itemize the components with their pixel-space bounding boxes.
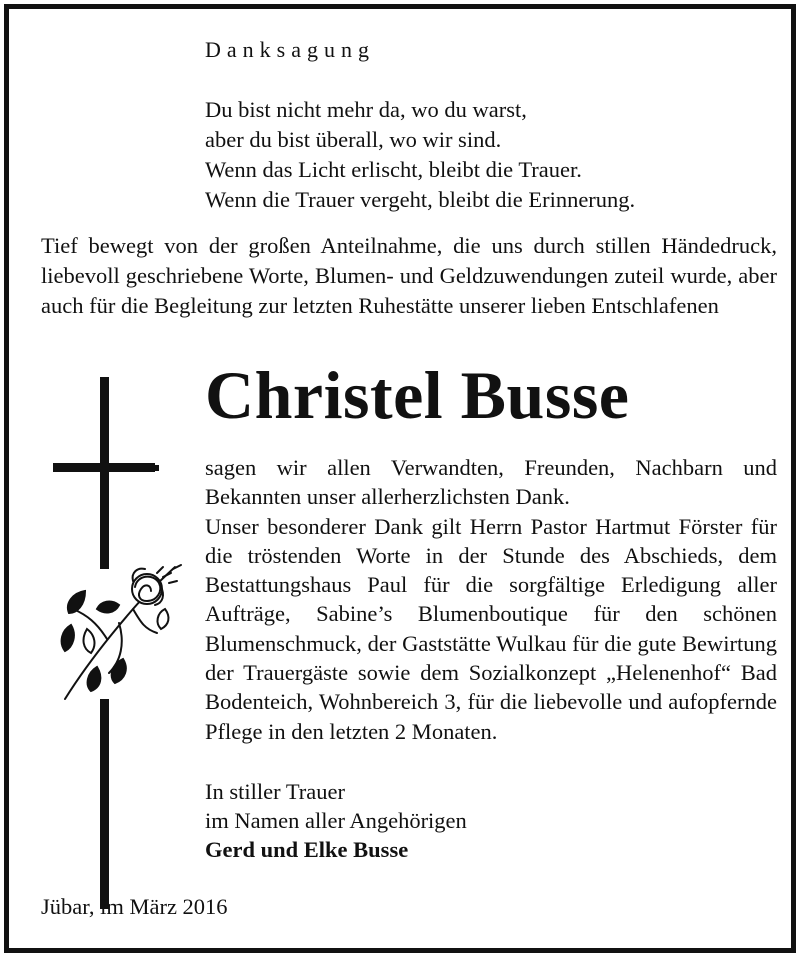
closing-line: In stiller Trauer (205, 779, 345, 804)
notice-heading: Danksagung (205, 37, 375, 62)
intro-paragraph: Tief bewegt von der großen Anteilnahme, die uns durch stillen Händedruck, liebevoll geschriebene Worte, Blumen- und Geldzuwendungen zuteil wurde, aber auch für die Begleitung zur letzten Ruhestätte unserer lieben Entschlafenen (41, 233, 777, 318)
place-date: Jübar, im März 2016 (41, 894, 228, 919)
obituary-notice (4, 4, 796, 953)
poem (205, 95, 635, 215)
thanks-text (205, 453, 777, 746)
poem-line: Wenn das Licht erlischt, bleibt die Trauer. (205, 157, 582, 182)
poem-line: Wenn die Trauer vergeht, bleibt die Erinnerung. (205, 187, 636, 212)
closing-block (205, 777, 467, 864)
poem-line: aber du bist überall, wo wir sind. (205, 127, 502, 152)
rose-icon (62, 565, 181, 699)
thanks-paragraph: Unser besonderer Dank gilt Herrn Pastor Hartmut Förster für die tröstenden Worte in der Stunde des Abschieds, dem Bestattungshaus Paul für die sorgfältige Erledigung aller Aufträge, Sabine’s Blumenboutique für den schönen Blumenschmuck, der Gaststätte Wulkau für die gute Bewirtung der Trauergäste sowie dem Sozialkonzept „Helenenhof“ Bad Bodenteich, Wohnbereich 3, für die liebevolle und aufopfernde Pflege in den letzten 2 Monaten. (205, 513, 777, 744)
deceased-name: Christel Busse (205, 357, 630, 433)
signers: Gerd und Elke Busse (205, 837, 409, 862)
closing-line: im Namen aller Angehörigen (205, 808, 467, 833)
cross-with-rose (45, 377, 195, 917)
poem-line: Du bist nicht mehr da, wo du warst, (205, 97, 527, 122)
thanks-paragraph: sagen wir allen Verwandten, Freunden, Nachbarn und Bekannten unser allerherzlichsten Dank. (205, 455, 777, 510)
